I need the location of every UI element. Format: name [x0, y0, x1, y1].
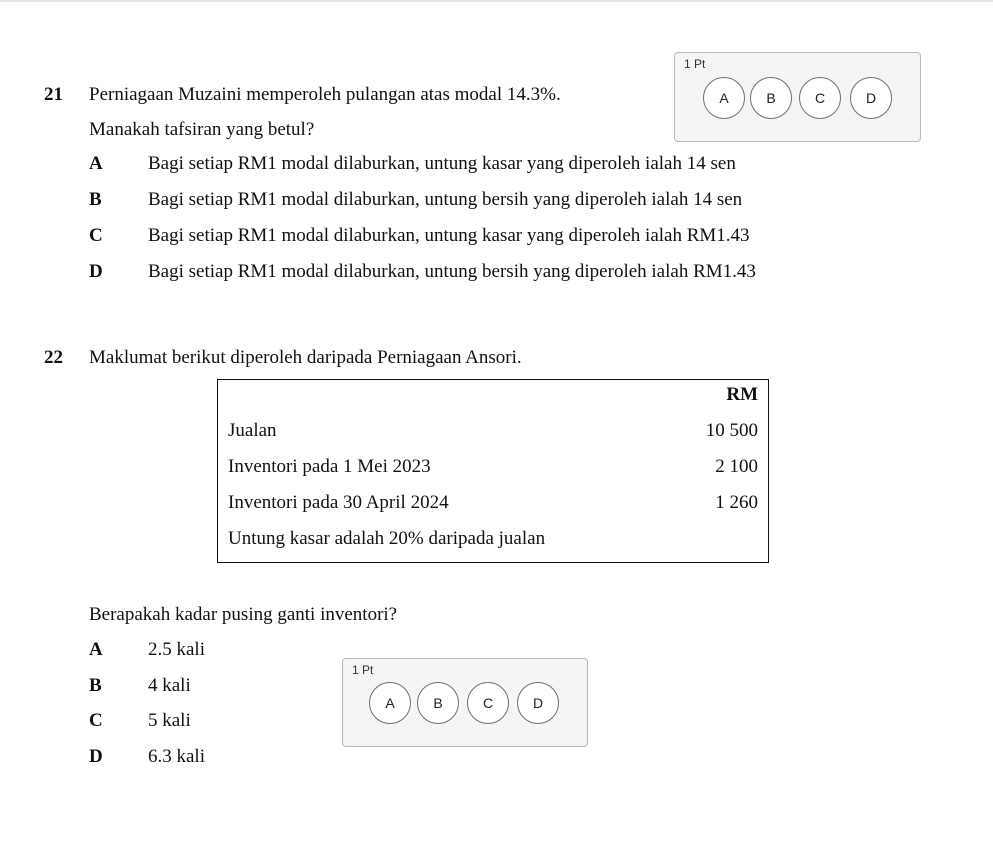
question-22-stem: Maklumat berikut diperoleh daripada Perniagaan Ansori.: [89, 347, 522, 368]
q22-answer-box: [342, 658, 588, 747]
table-row: [228, 418, 758, 444]
q21-answer-d[interactable]: D: [850, 77, 892, 119]
question-21-stem: Perniagaan Muzaini memperoleh pulangan atas modal 14.3%.: [89, 84, 561, 105]
table-header-currency: RM: [726, 384, 758, 405]
q22-answer-b[interactable]: B: [417, 682, 459, 724]
q21-answer-b[interactable]: B: [750, 77, 792, 119]
table-row: [228, 526, 758, 552]
table-row-label: Inventori pada 30 April 2024: [228, 492, 449, 513]
top-divider: [0, 0, 993, 2]
question-number-21: 21: [44, 84, 63, 105]
q21-option-d-letter: D: [89, 261, 103, 282]
table-row-label: Untung kasar adalah 20% daripada jualan: [228, 528, 546, 549]
question-21-prompt: Manakah tafsiran yang betul?: [89, 119, 315, 140]
q22-option-b-text: 4 kali: [148, 675, 191, 696]
q22-option-d-text: 6.3 kali: [148, 746, 205, 767]
table-row-label: Jualan: [228, 420, 277, 441]
q22-option-a-text: 2.5 kali: [148, 639, 205, 660]
table-header-row: [228, 382, 758, 408]
q21-option-b-letter: B: [89, 189, 102, 210]
table-row-value: 2 100: [715, 456, 758, 477]
q21-points-label: 1 Pt: [684, 57, 706, 71]
q22-points-label: 1 Pt: [352, 663, 374, 677]
table-row: [228, 454, 758, 480]
q21-answer-c[interactable]: C: [799, 77, 841, 119]
q21-option-b-text: Bagi setiap RM1 modal dilaburkan, untung bersih yang diperoleh ialah 14 sen: [148, 189, 743, 210]
q22-info-table: [217, 379, 769, 563]
table-row: [228, 490, 758, 516]
q22-answer-c[interactable]: C: [467, 682, 509, 724]
q21-answer-a[interactable]: A: [703, 77, 745, 119]
table-row-label: Inventori pada 1 Mei 2023: [228, 456, 431, 477]
q22-option-c-text: 5 kali: [148, 710, 191, 731]
q22-option-c-letter: C: [89, 710, 103, 731]
table-row-value: 10 500: [705, 420, 758, 441]
q22-option-a-letter: A: [89, 639, 103, 660]
question-number-22: 22: [44, 347, 63, 368]
q21-option-a-letter: A: [89, 153, 103, 174]
q22-answer-a[interactable]: A: [369, 682, 411, 724]
q21-answer-box: [674, 52, 921, 142]
q21-option-c-letter: C: [89, 225, 103, 246]
question-22-prompt: Berapakah kadar pusing ganti inventori?: [89, 604, 398, 625]
table-row-value: 1 260: [715, 492, 758, 513]
q22-answer-d[interactable]: D: [517, 682, 559, 724]
q22-option-b-letter: B: [89, 675, 102, 696]
q22-option-d-letter: D: [89, 746, 103, 767]
q21-option-c-text: Bagi setiap RM1 modal dilaburkan, untung kasar yang diperoleh ialah RM1.43: [148, 225, 750, 246]
q21-option-d-text: Bagi setiap RM1 modal dilaburkan, untung bersih yang diperoleh ialah RM1.43: [148, 261, 756, 282]
q21-option-a-text: Bagi setiap RM1 modal dilaburkan, untung kasar yang diperoleh ialah 14 sen: [148, 153, 736, 174]
